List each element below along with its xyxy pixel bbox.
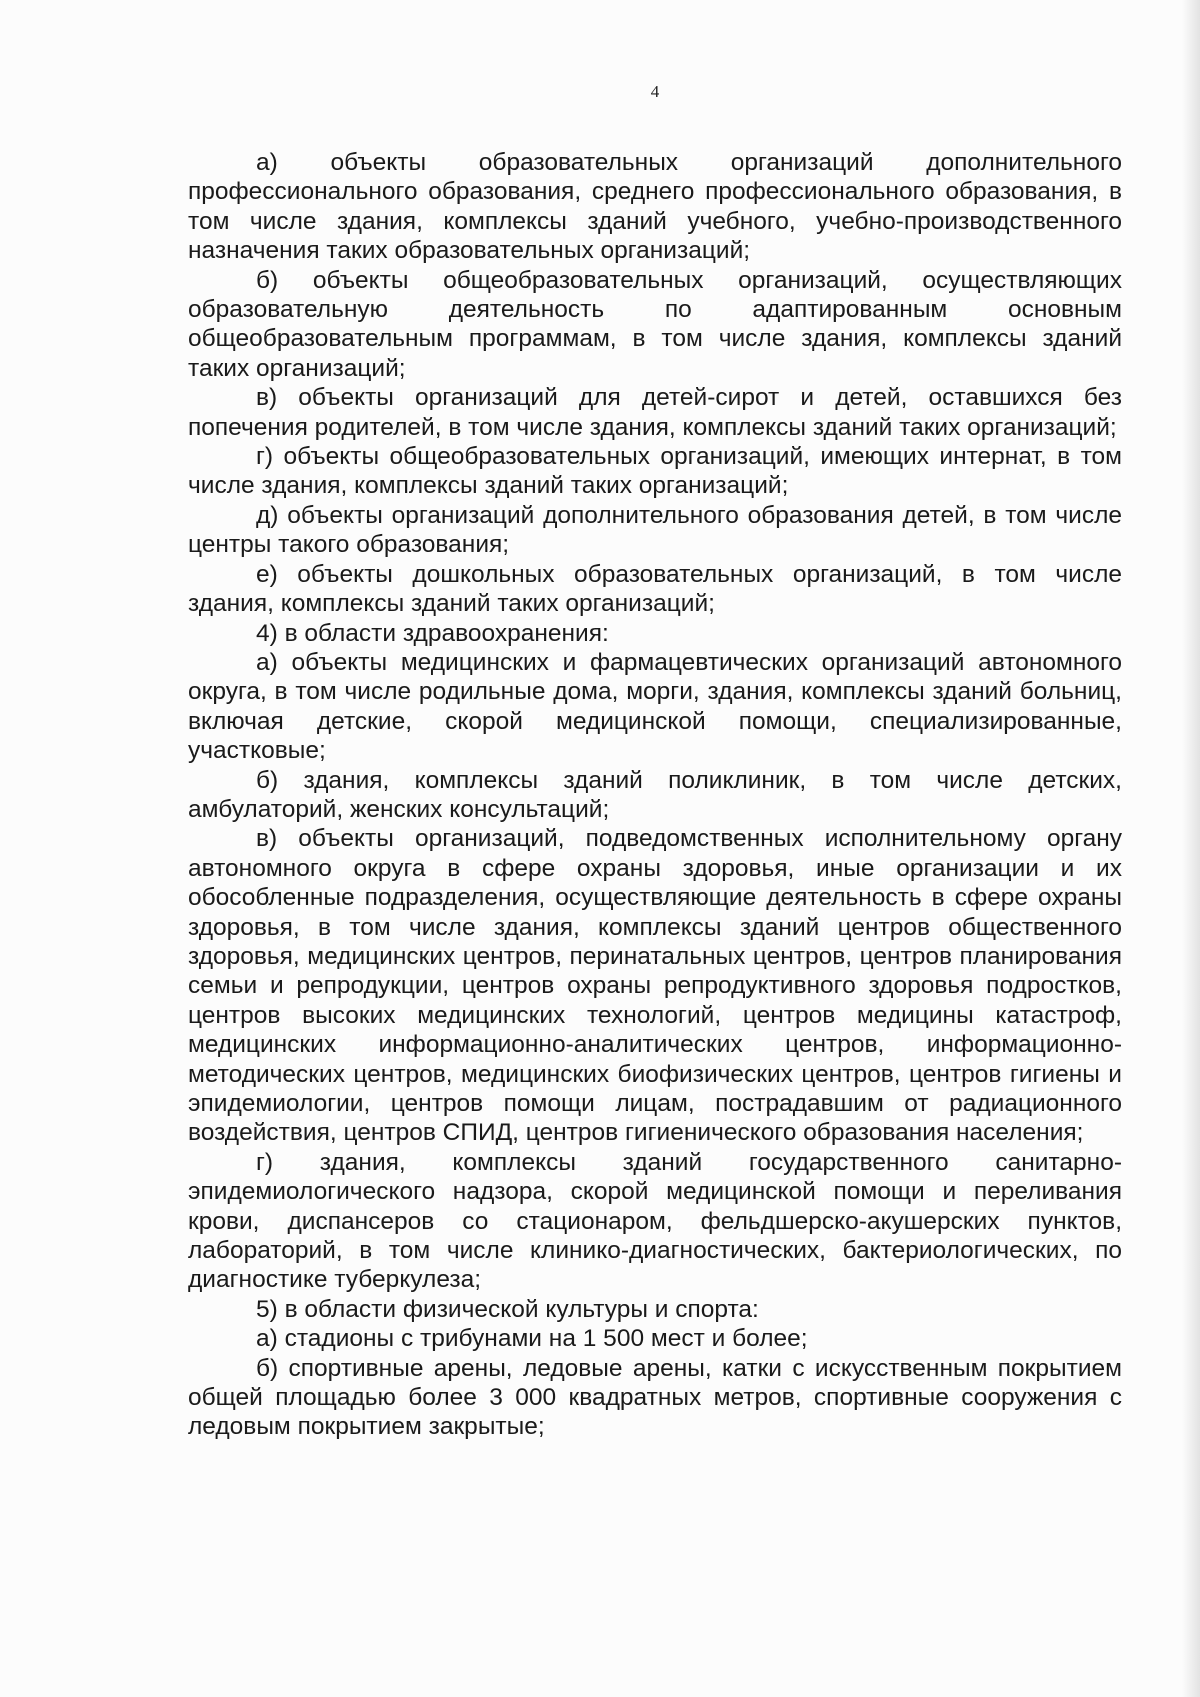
page-edge-shadow: [1182, 0, 1200, 1697]
paragraph: б) спортивные арены, ледовые арены, катки с искусственным покрытием общей площадью более 3 000 квадратных метров, спортивные сооружения с ледовым покрытием закрытые;: [188, 1354, 1122, 1441]
paragraph: а) стадионы с трибунами на 1 500 мест и более;: [256, 1325, 808, 1353]
paragraph: б) объекты общеобразовательных организаций, осуществляющих образовательную деятельность по адаптированным основным общеобразовательным программам, в том числе здания, комплексы зданий таких организаций;: [188, 266, 1122, 382]
section-heading: 4) в области здравоохранения:: [256, 619, 609, 647]
paragraph: б) здания, комплексы зданий поликлиник, в том числе детских, амбулаторий, женских консультаций;: [188, 766, 1122, 823]
paragraph: д) объекты организаций дополнительного образования детей, в том числе центры такого образования;: [188, 501, 1122, 559]
paragraph: в) объекты организаций, подведомственных исполнительному органу автономного округа в сфере охраны здоровья, иные организации и их обособленные подразделения, осуществляющие деятельность в сфере охраны здоровья, в том числе здания, комплексы зданий центров общественного здоровья, медицинских центров, перинатальных центров, центров планирования семьи и репродукции, центров охраны репродуктивного здоровья подростков, центров высоких медицинских технологий, центров медицины катастроф, медицинских информационно-аналитических центров, информационно-методических центров, медицинских биофизических центров, центров гигиены и эпидемиологии, центров помощи лицам, пострадавшим от радиационного воздействия, центров СПИД, центров гигиенического образования населения;: [188, 825, 1122, 1147]
paragraph: а) объекты образовательных организаций дополнительного профессионального образования, среднего профессионального образования, в том числе здания, комплексы зданий учебного, учебно-производственного назначения таких образовательных организаций;: [188, 149, 1122, 265]
document-body: [188, 148, 1122, 1442]
paragraph: е) объекты дошкольных образовательных организаций, в том числе здания, комплексы зданий таких организаций;: [188, 560, 1122, 618]
paragraph: г) объекты общеобразовательных организаций, имеющих интернат, в том числе здания, комплексы зданий таких организаций;: [188, 443, 1122, 500]
paragraph: а) объекты медицинских и фармацевтических организаций автономного округа, в том числе родильные дома, морги, здания, комплексы зданий больниц, включая детские, скорой медицинской помощи, специализированные, участковые;: [188, 648, 1122, 765]
paragraph: г) здания, комплексы зданий государственного санитарно-эпидемиологического надзора, скорой медицинской помощи и переливания крови, диспансеров со стационаром, фельдшерско-акушерских пунктов, лабораторий, в том числе клинико-диагностических, бактериологических, по диагностике туберкулеза;: [188, 1148, 1122, 1294]
paragraph: в) объекты организаций для детей-сирот и детей, оставшихся без попечения родителей, в том числе здания, комплексы зданий таких организаций;: [188, 384, 1122, 441]
section-heading: 5) в области физической культуры и спорта:: [256, 1295, 759, 1323]
page-number: 4: [650, 82, 660, 101]
